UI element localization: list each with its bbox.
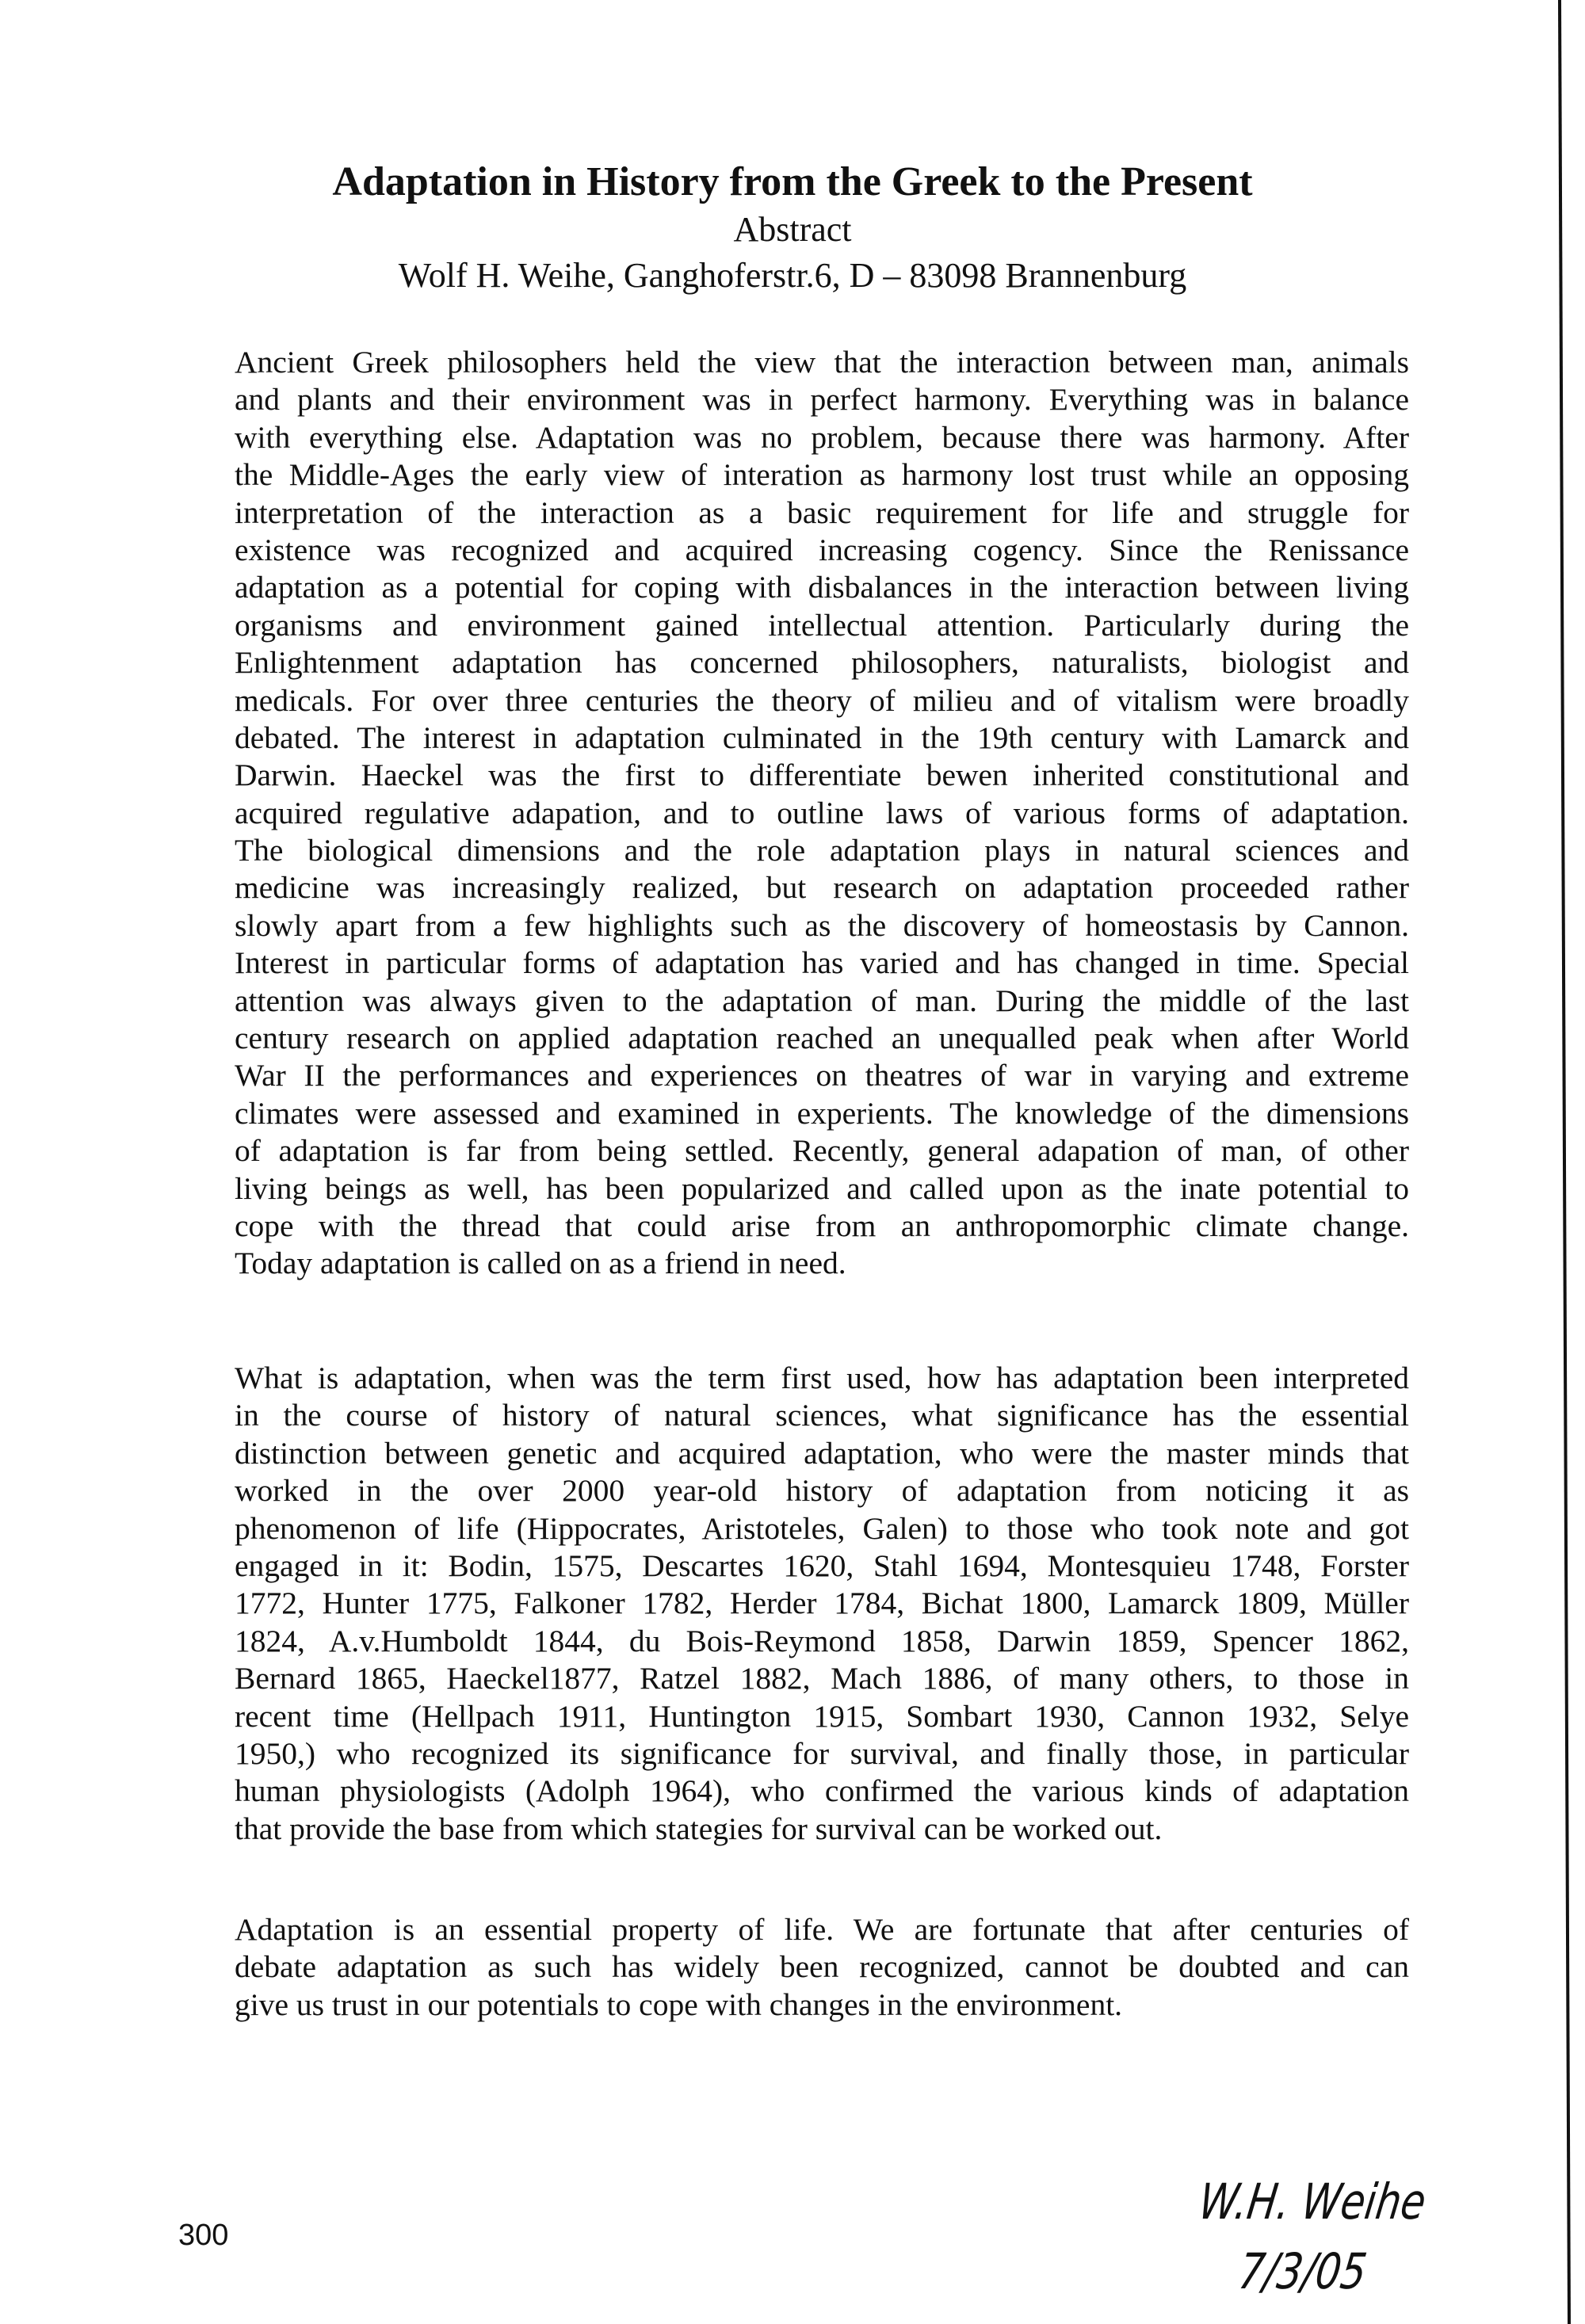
text-line: human physiologists (Adolph 1964), who confirmed the various kinds of adaptation [235, 1773, 1409, 1809]
text-line: that provide the base from which stategies for survival can be worked out. [235, 1811, 1163, 1846]
text-line: with everything else. Adaptation was no problem, because there was harmony. After [235, 419, 1409, 455]
text-line: Bernard 1865, Haeckel1877, Ratzel 1882, Mach 1886, of many others, to those in [235, 1661, 1409, 1696]
signature-date: 7/3/05 [1235, 2242, 1370, 2300]
text-line: interpretation of the interaction as a basic requirement for life and struggle for [235, 494, 1409, 530]
text-line: 1772, Hunter 1775, Falkoner 1782, Herder 1784, Bichat 1800, Lamarck 1809, Müller [235, 1586, 1409, 1621]
text-line: phenomenon of life (Hippocrates, Aristoteles, Galen) to those who took note and got [235, 1510, 1409, 1546]
text-line: acquired regulative adapation, and to outline laws of various forms of adaptation. [235, 795, 1409, 830]
handwritten-signature [1184, 2167, 1432, 2307]
text-line: worked in the over 2000 year-old history of adaptation from noticing it as [235, 1473, 1409, 1509]
text-line: existence was recognized and acquired increasing cogency. Since the Renissance [235, 532, 1409, 567]
text-line: medicine was increasingly realized, but research on adaptation proceeded rather [235, 870, 1409, 906]
text-line: Darwin. Haeckel was the first to differentiate bewen inherited constitutional and [235, 757, 1409, 793]
text-line: Interest in particular forms of adaptation has varied and has changed in time. Special [235, 945, 1409, 981]
text-line: distinction between genetic and acquired adaptation, who were the master minds that [235, 1435, 1409, 1471]
paragraph-3 [235, 1911, 1409, 2024]
text-line: climates were assessed and examined in experients. The knowledge of the dimensions [235, 1095, 1409, 1131]
text-line: Enlightenment adaptation has concerned philosophers, naturalists, biologist and [235, 645, 1409, 681]
text-line: in the course of history of natural sciences, what significance has the essential [235, 1398, 1409, 1433]
text-line: recent time (Hellpach 1911, Huntington 1915, Sombart 1930, Cannon 1932, Selye [235, 1698, 1409, 1734]
text-line: century research on applied adaptation reached an unequalled peak when after World [235, 1021, 1409, 1056]
text-line: adaptation as a potential for coping with disbalances in the interaction between living [235, 570, 1409, 605]
text-line: organisms and environment gained intellectual attention. Particularly during the [235, 607, 1409, 643]
text-line: of adaptation is far from being settled. Recently, general adapation of man, of other [235, 1133, 1409, 1169]
text-line: Ancient Greek philosophers held the view that the interaction between man, animals [235, 345, 1409, 380]
page-edge-line [1560, 0, 1569, 2324]
text-line: and plants and their environment was in perfect harmony. Everything was in balance [235, 382, 1409, 418]
text-line: What is adaptation, when was the term first used, how has adaptation been interpreted [235, 1360, 1409, 1395]
text-line: give us trust in our potentials to cope with changes in the environment. [235, 1986, 1123, 2022]
signature-name: W.H. Weihe [1195, 2173, 1430, 2231]
section-label-abstract: Abstract [733, 210, 852, 249]
text-line: engaged in it: Bodin, 1575, Descartes 1620, Stahl 1694, Montesquieu 1748, Forster [235, 1547, 1409, 1583]
page-number: 300 [178, 2219, 229, 2252]
text-line: cope with the thread that could arise from an anthropomorphic climate change. [235, 1208, 1409, 1243]
paragraph-2 [235, 1360, 1409, 1848]
text-line: 1950,) who recognized its significance for survival, and finally those, in particular [235, 1735, 1409, 1771]
text-line: medicals. For over three centuries the theory of milieu and of vitalism were broadly [235, 682, 1409, 718]
text-line: 1824, A.v.Humboldt 1844, du Bois-Reymond 1858, Darwin 1859, Spencer 1862, [235, 1623, 1409, 1658]
text-line: the Middle-Ages the early view of interation as harmony lost trust while an opposing [235, 457, 1409, 493]
document-title: Adaptation in History from the Greek to the Present [332, 159, 1253, 204]
paragraph-1 [235, 344, 1409, 1283]
text-line: slowly apart from a few highlights such as the discovery of homeostasis by Cannon. [235, 907, 1409, 943]
text-line: living beings as well, has been popularized and called upon as the inate potential to [235, 1170, 1409, 1206]
text-line: Adaptation is an essential property of life. We are fortunate that after centuries of [235, 1912, 1409, 1947]
author-address: Wolf H. Weihe, Ganghoferstr.6, D – 83098 Brannenburg [398, 256, 1187, 295]
text-line: Today adaptation is called on as a friend in need. [235, 1246, 846, 1281]
scan-page-edge [1553, 0, 1585, 2324]
text-line: The biological dimensions and the role adaptation plays in natural sciences and [235, 833, 1409, 868]
text-line: attention was always given to the adaptation of man. During the middle of the last [235, 983, 1409, 1018]
text-line: debate adaptation as such has widely been recognized, cannot be doubted and can [235, 1949, 1409, 1985]
text-line: War II the performances and experiences on theatres of war in varying and extreme [235, 1058, 1409, 1093]
text-line: debated. The interest in adaptation culminated in the 19th century with Lamarck and [235, 719, 1409, 755]
